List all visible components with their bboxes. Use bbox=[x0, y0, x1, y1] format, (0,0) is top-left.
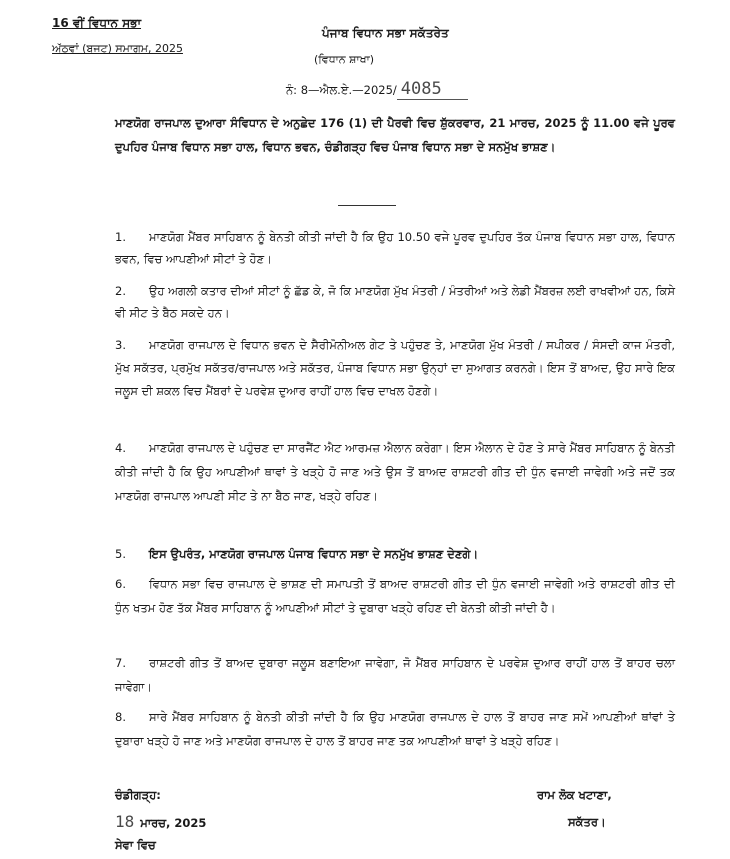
paragraph-7 bbox=[115, 651, 675, 699]
paragraph-4 bbox=[115, 436, 675, 508]
reference-number bbox=[286, 79, 468, 100]
paragraph-5 bbox=[115, 543, 675, 565]
paragraph-3 bbox=[115, 334, 675, 403]
separator-rule bbox=[338, 205, 396, 206]
paragraph-text: ਮਾਣਯੋਗ ਰਾਜਪਾਲ ਦੇ ਪਹੁੰਚਣ ਦਾ ਸਾਰਜੈਂਟ ਐਟ ਆਰਮਜ਼ ਐਲਾਨ ਕਰੇਗਾ। ਇਸ ਐਲਾਨ ਦੇ ਹੋਣ ਤੇ ਸਾਰੇ ਮੈਂਬਰ ਸਾਹਿਬਾਨ ਨੂੰ ਬੇਨਤੀ ਕੀਤੀ ਜਾਂਦੀ ਹੈ ਕਿ ਉਹ ਆਪਣੀਆਂ ਥਾਵਾਂ ਤੇ ਖੜ੍ਹੇ ਹੋ ਜਾਣ ਅਤੇ ਉਸ ਤੋਂ ਬਾਅਦ ਰਾਸ਼ਟਰੀ ਗੀਤ ਦੀ ਧੁੰਨ ਵਜਾਈ ਜਾਵੇਗੀ ਅਤੇ ਜਦੋਂ ਤਕ ਮਾਣਯੋਗ ਰਾਜਪਾਲ ਆਪਣੀ ਸੀਟ ਤੇ ਨਾ ਬੈਠ ਜਾਣ, ਖੜ੍ਹੇ ਰਹਿਣ। bbox=[115, 441, 675, 503]
paragraph-text: ਸਾਰੇ ਮੈਂਬਰ ਸਾਹਿਬਾਨ ਨੂੰ ਬੇਨਤੀ ਕੀਤੀ ਜਾਂਦੀ ਹੈ ਕਿ ਉਹ ਮਾਣਯੋਗ ਰਾਜਪਾਲ ਦੇ ਹਾਲ ਤੋਂ ਬਾਹਰ ਜਾਣ ਸਮੇਂ ਆਪਣੀਆਂ ਥਾਂਵਾਂ ਤੇ ਦੁਬਾਰਾ ਖੜ੍ਹੇ ਹੋ ਜਾਣ ਅਤੇ ਮਾਣਯੋਗ ਰਾਜਪਾਲ ਦੇ ਹਾਲ ਤੋਂ ਬਾਹਰ ਜਾਣ ਤਕ ਆਪਣੀਆਂ ਥਾਵਾਂ ਤੇ ਖੜ੍ਹੇ ਰਹਿਣ। bbox=[115, 710, 675, 748]
issue-date bbox=[115, 812, 206, 831]
handwritten-day: 18 bbox=[115, 812, 135, 831]
paragraph-8 bbox=[115, 705, 675, 753]
paragraph-number: 1. bbox=[115, 230, 126, 244]
paragraph-2 bbox=[115, 280, 675, 324]
service-label: ਸੇਵਾ ਵਿਚ bbox=[115, 838, 156, 852]
place-label: ਚੰਡੀਗੜ੍ਹ: bbox=[115, 788, 161, 802]
signatory-title: ਸਕੱਤਰ। bbox=[568, 815, 606, 829]
session-name: ਅੱਠਵਾਂ (ਬਜਟ) ਸਮਾਗਮ, 2025 bbox=[52, 42, 183, 55]
intro-paragraph: ਮਾਣਯੋਗ ਰਾਜਪਾਲ ਦੁਆਰਾ ਸੰਵਿਧਾਨ ਦੇ ਅਨੁਛੇਦ 176 (1) ਦੀ ਪੈਰਵੀ ਵਿਚ ਸ਼ੁੱਕਰਵਾਰ, 21 ਮਾਰਚ, 2025 ਨੂੰ 11.00 ਵਜੇ ਪੂਰਵ ਦੁਪਹਿਰ ਪੰਜਾਬ ਵਿਧਾਨ ਸਭਾ ਹਾਲ, ਵਿਧਾਨ ਭਵਨ, ਚੰਡੀਗੜ੍ਹ ਵਿਚ ਪੰਜਾਬ ਵਿਧਾਨ ਸਭਾ ਦੇ ਸਨਮੁੱਖ ਭਾਸ਼ਣ। bbox=[115, 116, 675, 154]
office-title: ਪੰਜਾਬ ਵਿਧਾਨ ਸਭਾ ਸਕੱਤਰੇਤ bbox=[322, 26, 449, 40]
signatory-name: ਰਾਮ ਲੋਕ ਖਟਾਣਾ, bbox=[537, 788, 612, 802]
paragraph-text: ਮਾਣਯੋਗ ਮੈਂਬਰ ਸਾਹਿਬਾਨ ਨੂੰ ਬੇਨਤੀ ਕੀਤੀ ਜਾਂਦੀ ਹੈ ਕਿ ਉਹ 10.50 ਵਜੇ ਪੂਰਵ ਦੁਪਹਿਰ ਤੱਕ ਪੰਜਾਬ ਵਿਧਾਨ ਸਭਾ ਹਾਲ, ਵਿਧਾਨ ਭਵਨ, ਵਿਚ ਆਪਣੀਆਂ ਸੀਟਾਂ ਤੇ ਹੋਣ। bbox=[115, 230, 675, 266]
paragraph-text: ਵਿਧਾਨ ਸਭਾ ਵਿਚ ਰਾਜਪਾਲ ਦੇ ਭਾਸ਼ਣ ਦੀ ਸਮਾਪਤੀ ਤੋਂ ਬਾਅਦ ਰਾਸ਼ਟਰੀ ਗੀਤ ਦੀ ਧੁੰਨ ਵਜਾਈ ਜਾਵੇਗੀ ਅਤੇ ਰਾਸ਼ਟਰੀ ਗੀਤ ਦੀ ਧੁੰਨ ਖਤਮ ਹੋਣ ਤੱਕ ਮੈਂਬਰ ਸਾਹਿਬਾਨ ਨੂੰ ਆਪਣੀਆਂ ਸੀਟਾਂ ਤੇ ਦੁਬਾਰਾ ਖੜ੍ਹੇ ਰਹਿਣ ਦੀ ਬੇਨਤੀ ਕੀਤੀ ਜਾਂਦੀ ਹੈ। bbox=[115, 577, 675, 615]
reference-prefix: ਨੰ: 8—ਐਲ.ਏ.—2025/ bbox=[286, 83, 397, 97]
reference-handwritten-number: 4085 bbox=[397, 79, 468, 100]
paragraph-number: 2. bbox=[115, 284, 126, 298]
paragraph-number: 4. bbox=[115, 441, 126, 455]
paragraph-number: 8. bbox=[115, 710, 126, 724]
paragraph-6 bbox=[115, 572, 675, 620]
paragraph-text: ਰਾਸ਼ਟਰੀ ਗੀਤ ਤੋਂ ਬਾਅਦ ਦੁਬਾਰਾ ਜਲੂਸ ਬਣਾਇਆ ਜਾਵੇਗਾ, ਜੋ ਮੈਂਬਰ ਸਾਹਿਬਾਨ ਦੇ ਪਰਵੇਸ਼ ਦੁਆਰ ਰਾਹੀਂ ਹਾਲ ਤੋਂ ਬਾਹਰ ਚਲਾ ਜਾਵੇਗਾ। bbox=[115, 656, 675, 694]
paragraph-1 bbox=[115, 226, 675, 270]
date-month-year: ਮਾਰਚ, 2025 bbox=[140, 816, 207, 830]
branch-name: (ਵਿਧਾਨ ਸ਼ਾਖਾ) bbox=[314, 53, 375, 66]
paragraph-number: 7. bbox=[115, 656, 126, 670]
session-number: 16 ਵੀਂ ਵਿਧਾਨ ਸਭਾ bbox=[52, 16, 142, 30]
paragraph-number: 3. bbox=[115, 338, 126, 352]
paragraph-number: 5. bbox=[115, 547, 126, 561]
paragraph-number: 6. bbox=[115, 577, 126, 591]
paragraph-text: ਮਾਣਯੋਗ ਰਾਜਪਾਲ ਦੇ ਵਿਧਾਨ ਭਵਨ ਦੇ ਸੈਰੀਮੋਨੀਅਲ ਗੇਟ ਤੇ ਪਹੁੰਚਣ ਤੇ, ਮਾਣਯੋਗ ਮੁੱਖ ਮੰਤਰੀ / ਸਪੀਕਰ / ਸੰਸਦੀ ਕਾਜ ਮੰਤਰੀ, ਮੁੱਖ ਸਕੱਤਰ, ਪ੍ਰਮੁੱਖ ਸਕੱਤਰ/ਰਾਜਪਾਲ ਅਤੇ ਸਕੱਤਰ, ਪੰਜਾਬ ਵਿਧਾਨ ਸਭਾ ਉਨ੍ਹਾਂ ਦਾ ਸੁਆਗਤ ਕਰਨਗੇ। ਇਸ ਤੋਂ ਬਾਅਦ, ਉਹ ਸਾਰੇ ਇਕ ਜਲੂਸ ਦੀ ਸ਼ਕਲ ਵਿਚ ਮੈਂਬਰਾਂ ਦੇ ਪਰਵੇਸ਼ ਦੁਆਰ ਰਾਹੀਂ ਹਾਲ ਵਿਚ ਦਾਖਲ ਹੋਣਗੇ। bbox=[115, 338, 675, 398]
paragraph-text: ਉਹ ਅਗਲੀ ਕਤਾਰ ਦੀਆਂ ਸੀਟਾਂ ਨੂੰ ਛੱਡ ਕੇ, ਜੋ ਕਿ ਮਾਣਯੋਗ ਮੁੱਖ ਮੰਤਰੀ / ਮੰਤਰੀਆਂ ਅਤੇ ਲੇਡੀ ਮੈਂਬਰਜ਼ ਲਈ ਰਾਖਵੀਆਂ ਹਨ, ਕਿਸੇ ਵੀ ਸੀਟ ਤੇ ਬੈਠ ਸਕਦੇ ਹਨ। bbox=[115, 284, 675, 320]
paragraph-text: ਇਸ ਉਪਰੰਤ, ਮਾਣਯੋਗ ਰਾਜਪਾਲ ਪੰਜਾਬ ਵਿਧਾਨ ਸਭਾ ਦੇ ਸਨਮੁੱਖ ਭਾਸ਼ਣ ਦੇਣਗੇ। bbox=[149, 547, 479, 561]
